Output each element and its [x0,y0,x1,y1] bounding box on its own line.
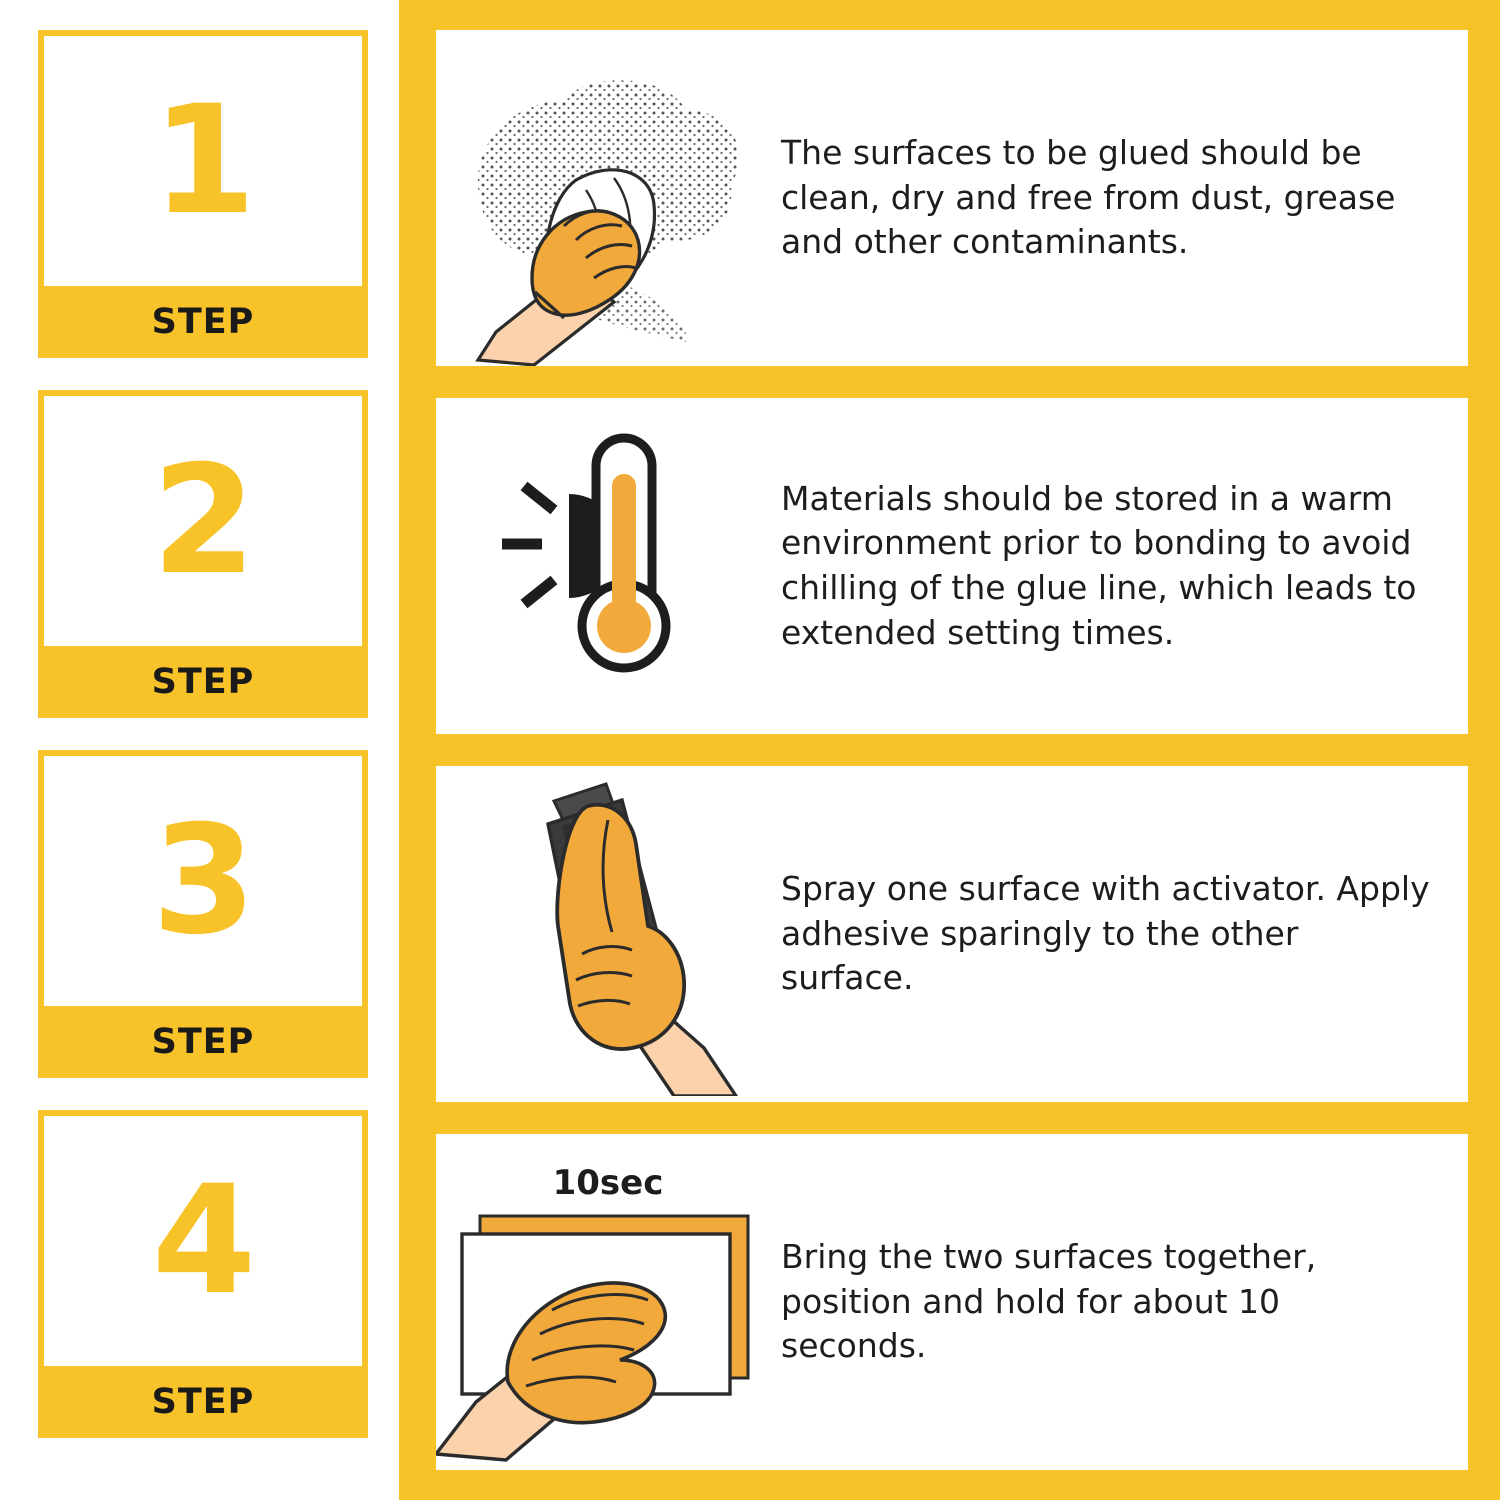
step-label-4: STEP [151,1382,255,1422]
step-card-1 [38,30,368,358]
step-number-2: 2 [151,434,255,608]
step-number-3: 3 [151,794,255,968]
card-text-4: Bring the two surfaces together, position and hold for about 10 seconds. [781,1237,1317,1366]
step-label-box-4 [38,1366,368,1438]
content-card-3 [436,766,1468,1102]
content-card-2 [436,398,1468,734]
thermometer-sun-icon [436,398,781,734]
vertical-divider [399,0,406,1500]
step-card-4 [38,1110,368,1438]
card-text-2: Materials should be stored in a warm environment prior to bonding to avoid chilling of the glue line, which leads to extended setting times. [781,478,1417,652]
step-label-box-3 [38,1006,368,1078]
step-label-box-1 [38,286,368,358]
spray-can-hand-icon [436,766,781,1102]
content-column [406,0,1500,1500]
card-text-1: The surfaces to be glued should be clean, dry and free from dust, grease and other contaminants. [781,133,1396,262]
step-label-3: STEP [151,1022,255,1062]
card-text-3: Spray one surface with activator. Apply adhesive sparingly to the other surface. [781,869,1430,998]
step-number-box-2 [38,390,368,646]
step-number-box-4 [38,1110,368,1366]
hand-pressing-panels-icon [436,1134,781,1470]
content-card-4 [436,1134,1468,1470]
step-number-4: 4 [151,1154,255,1328]
step-number-box-3 [38,750,368,1006]
step-card-3 [38,750,368,1078]
step-label-2: STEP [151,662,255,702]
step-number-box-1 [38,30,368,286]
hand-wiping-surface-icon [436,30,781,366]
timer-label-text: 10sec [552,1163,664,1203]
step-label-box-2 [38,646,368,718]
step-label-1: STEP [151,302,255,342]
step-number-1: 1 [151,74,255,248]
content-card-1 [436,30,1468,366]
step-card-2 [38,390,368,718]
step-number-column [38,30,368,1470]
